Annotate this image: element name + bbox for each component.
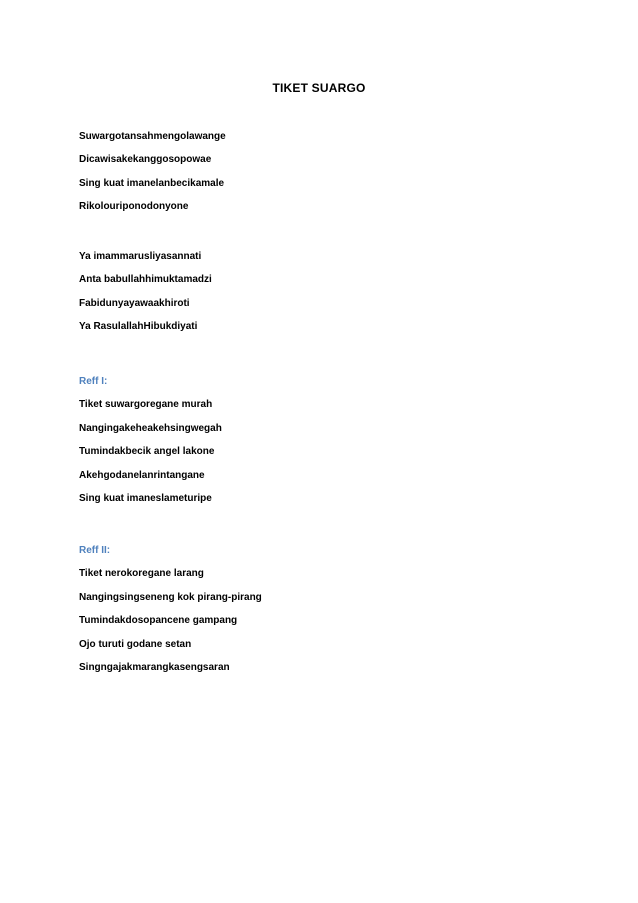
verse-line: Sing kuat imaneslameturipe: [79, 492, 212, 504]
verse-line: Nangingsingseneng kok pirang-pirang: [79, 591, 262, 603]
verse-line: Tumindakdosopancene gampang: [79, 615, 238, 627]
verse-line: Anta babullahhimuktamadzi: [79, 274, 212, 286]
verse-line: Dicawisakekanggosopowae: [79, 154, 212, 166]
verse-line: Tiket suwargoregane murah: [79, 399, 213, 411]
verse-1: [79, 130, 226, 224]
verse-line: Suwargotansahmengolawange: [79, 131, 226, 142]
verse-line: Ojo turuti godane setan: [79, 638, 192, 650]
verse-line: Tiket nerokoregane larang: [79, 568, 204, 580]
verse-line: Nangingakeheakehsingwegah: [79, 422, 222, 434]
verse-line: Akehgodanelanrintangane: [79, 469, 205, 481]
reff-2: [79, 544, 262, 684]
verse-line: Singngajakmarangkasengsaran: [79, 661, 230, 673]
reff-1-label: Reff I:: [79, 376, 108, 387]
document-title: TIKET SUARGO: [272, 81, 366, 95]
verse-line: Ya imammarusliyasannati: [79, 251, 202, 262]
reff-1: [79, 375, 222, 515]
reff-2-label: Reff II:: [79, 545, 111, 556]
verse-line: Sing kuat imanelanbecikamale: [79, 177, 225, 189]
verse-2: [79, 250, 212, 344]
verse-line: Ya RasulallahHibukdiyati: [79, 321, 198, 333]
verse-line: Fabidunyayawaakhiroti: [79, 297, 190, 309]
verse-line: Rikolouriponodonyone: [79, 201, 189, 213]
verse-line: Tumindakbecik angel lakone: [79, 446, 215, 458]
